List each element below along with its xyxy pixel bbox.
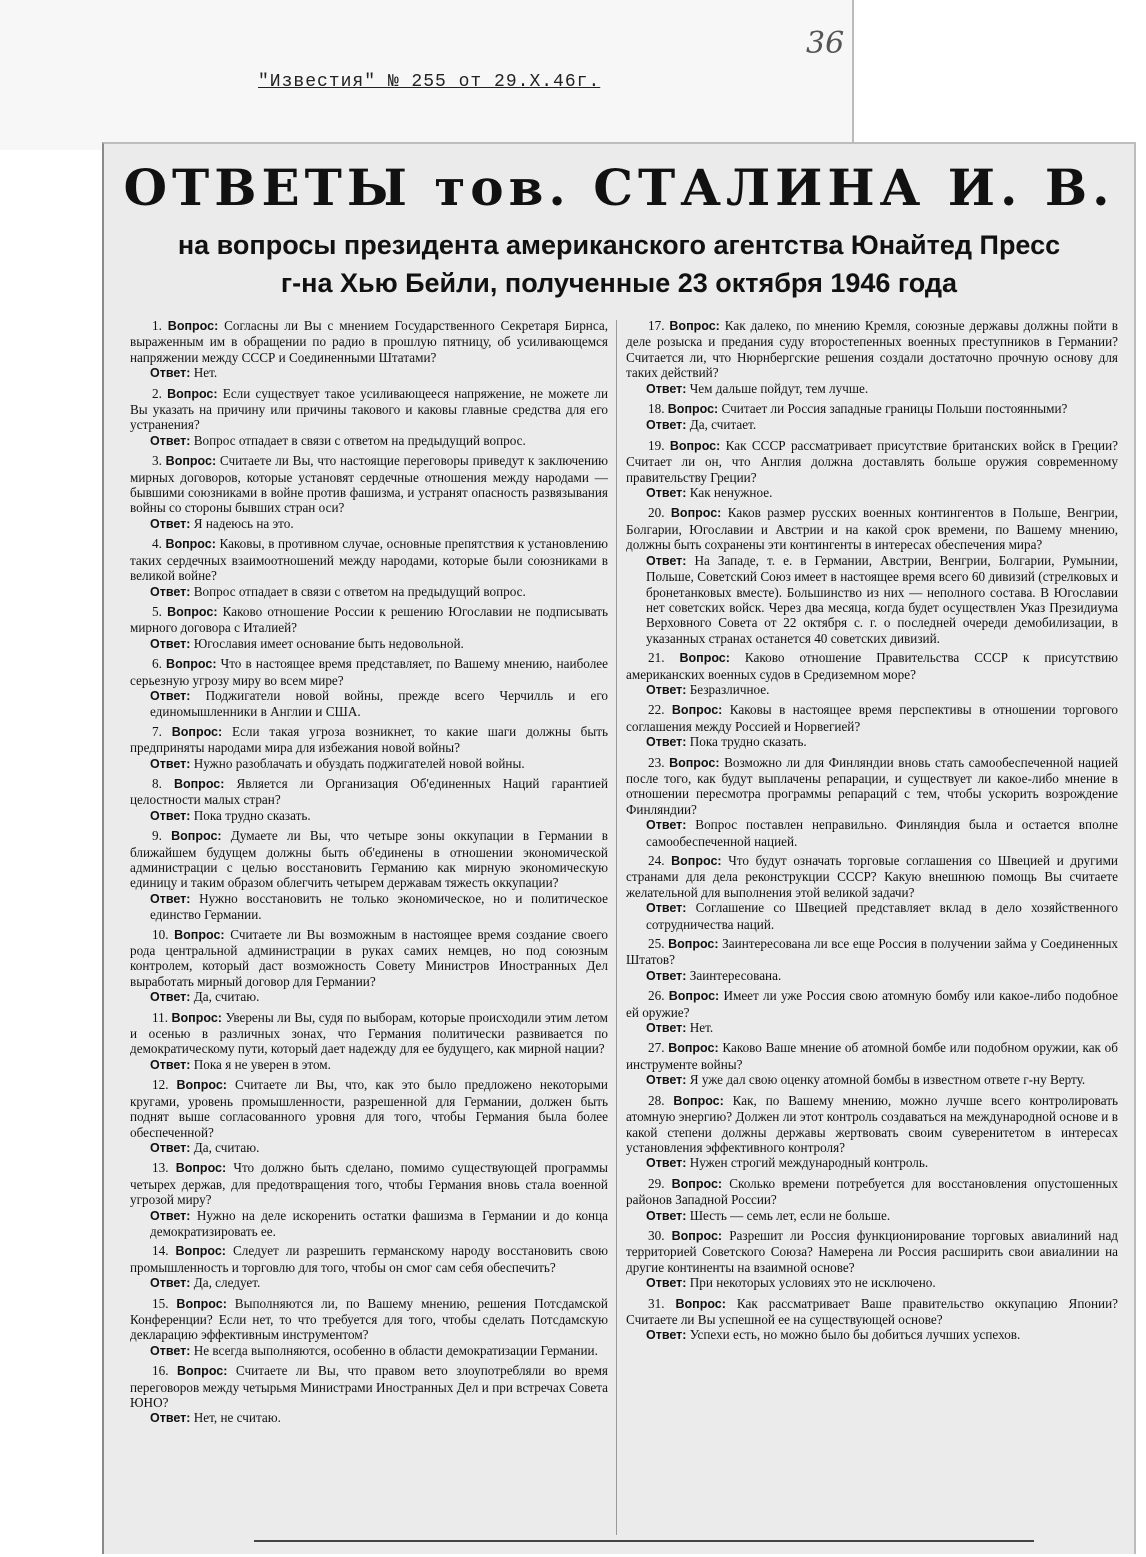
answer-label: Ответ: bbox=[150, 756, 191, 771]
answer bbox=[150, 636, 608, 652]
answer-label: Ответ: bbox=[646, 901, 687, 916]
question-label: Вопрос: bbox=[176, 1364, 228, 1379]
answer-text: Да, считаю. bbox=[193, 1139, 260, 1155]
question-number: 15. bbox=[152, 1295, 169, 1311]
answer-label: Ответ: bbox=[646, 968, 687, 983]
question bbox=[130, 1160, 608, 1207]
question bbox=[130, 724, 608, 756]
question-label: Вопрос: bbox=[669, 319, 720, 333]
question-number: 5. bbox=[152, 603, 162, 619]
answer bbox=[150, 1208, 608, 1240]
question-number: 16. bbox=[152, 1363, 169, 1379]
subheadline-line-1: на вопросы президента американского агентства Юнайтед Пресс bbox=[177, 230, 1061, 260]
question-number: 18. bbox=[648, 401, 665, 417]
question-text: Сколько времени потребуется для восстановления опустошенных районов Западной России? bbox=[626, 1175, 1118, 1208]
question-label: Вопрос: bbox=[679, 651, 730, 666]
answer-label: Ответ: bbox=[150, 1140, 191, 1155]
question bbox=[130, 536, 608, 583]
answer bbox=[150, 1140, 608, 1156]
question bbox=[130, 1296, 608, 1343]
article-column-left bbox=[130, 318, 608, 1431]
qa-item bbox=[130, 1077, 608, 1156]
question-label: Вопрос: bbox=[671, 1176, 723, 1191]
question-text: Считаете ли Вы, что правом вето злоупотребляли во время переговоров между четырьмя Министрами Иностранных Дел и при встречах Совета ЮНО? bbox=[130, 1363, 608, 1410]
question-label: Вопрос: bbox=[671, 854, 722, 868]
qa-item bbox=[626, 650, 1118, 698]
qa-item bbox=[626, 401, 1118, 434]
question-number: 28. bbox=[648, 1092, 665, 1108]
answer bbox=[150, 1057, 608, 1073]
question-number: 24. bbox=[648, 853, 665, 868]
answer-label: Ответ: bbox=[150, 636, 191, 651]
question-text: Как, по Вашему мнению, можно лучше всего контролировать атомную энергию? Должен ли этот контроль создаваться на международной основе и в какой степени должны державы жертвовать своим суверенитетом в интересах установления эффективного контроля? bbox=[626, 1092, 1119, 1155]
question bbox=[626, 650, 1118, 682]
question-label: Вопрос: bbox=[171, 1010, 222, 1025]
answer-text: Заинтересована. bbox=[689, 967, 782, 983]
question bbox=[130, 1243, 608, 1275]
page-number: 36 bbox=[806, 26, 845, 61]
question-text: Считаете ли Вы возможным в настоящее время создание своего рода центральной администрации в руках самих немцев, но под союзным контролем, который даст возможность Совету Министров Иностранных Дел выработать мирный договор для Германии? bbox=[130, 926, 609, 989]
question bbox=[130, 828, 608, 891]
question bbox=[626, 1176, 1118, 1208]
question-text: Как далеко, по мнению Кремля, союзные державы должны пойти в деле розыска и предания суду второстепенных военных преступников в Германии? Считается ли, что Нюрнбергские решения создали достаточно прочную основу для таких действий? bbox=[626, 318, 1119, 381]
question-text: Как СССР рассматривает присутствие британских войск в Греции? Считает ли он, что Англия должна доставлять больше оружия современному правительству Греции? bbox=[626, 437, 1119, 485]
answer-label: Ответ: bbox=[150, 584, 191, 599]
question-text: Возможно ли для Финляндии вновь стать самообеспеченной нацией после того, как будут выплачены репарации, и существует ли какое-либо мнение в отношении пересмотра программы репараций с тем, чтобы ускорить возрождение Финляндии? bbox=[626, 754, 1118, 817]
answer-text: Нет. bbox=[193, 365, 218, 381]
question-label: Вопрос: bbox=[675, 1296, 726, 1311]
answer-text: Поджигатели новой войны, прежде всего Черчилль и его единомышленники в Англии и США. bbox=[150, 687, 608, 720]
answer-label: Ответ: bbox=[646, 682, 687, 697]
headline: ОТВЕТЫ тов. СТАЛИНА И. В. bbox=[123, 158, 1115, 217]
answer-text: Нужен строгий международный контроль. bbox=[689, 1155, 929, 1171]
question-label: Вопрос: bbox=[167, 604, 218, 619]
question-label: Вопрос: bbox=[669, 438, 721, 453]
answer-label: Ответ: bbox=[646, 1276, 687, 1291]
answer-text: Пока трудно сказать. bbox=[193, 807, 311, 823]
answer bbox=[646, 682, 1118, 698]
answer-label: Ответ: bbox=[150, 1343, 191, 1358]
answer-label: Ответ: bbox=[150, 688, 191, 703]
qa-item bbox=[130, 724, 608, 772]
answer-text: Вопрос поставлен неправильно. Финляндия была и остается вполне самообеспеченной нацией. bbox=[646, 817, 1119, 849]
answer-text: Нет. bbox=[689, 1020, 714, 1036]
answer-text: На Западе, т. е. в Германии, Австрии, Венгрии, Болгарии, Румынии, Польше, Советский Союз имеет в настоящее время всего 60 дивизий (стрелковых и бронетанковых вместе). Большинство из них — неполного состава. В Югославии нет советских войск. Через два месяца, когда будет осуществлен Указ Президиума Верховного Совета от 22 октября с. г. о последней очереди демобилизации, в указанных странах останется 40 советских дивизий. bbox=[646, 552, 1119, 646]
question-text: Как рассматривает Ваше правительство оккупацию Японии? Считаете ли Вы успешной ее на существующей основе? bbox=[626, 1295, 1118, 1327]
question-text: Считаете ли Вы, что настоящие переговоры приведут к заключению мирных договоров, которые установят сердечные отношения между народами — бывшими союзниками в войне против фашизма, и устранят опасность развязывания войны со стороны бывших стран оси? bbox=[130, 453, 608, 516]
question-text: Если такая угроза возникнет, то какие шаги должны быть предприняты народами мира для избежания новой войны? bbox=[130, 723, 609, 756]
answer bbox=[646, 485, 1118, 501]
question-number: 8. bbox=[152, 775, 162, 791]
answer-text: При некоторых условиях это не исключено. bbox=[689, 1275, 936, 1291]
answer bbox=[150, 989, 608, 1005]
qa-item bbox=[130, 1363, 608, 1427]
answer bbox=[646, 900, 1118, 932]
question-label: Вопрос: bbox=[669, 755, 720, 770]
question-text: Выполняются ли, по Вашему мнению, решения Потсдамской Конференции? Если нет, то что требуется для того, чтобы сделать Потсдамскую декларацию эффективным инструментом? bbox=[130, 1295, 608, 1343]
question-text: Заинтересована ли все еще Россия в получении займа у Соединенных Штатов? bbox=[626, 936, 1119, 968]
answer-text: Да, считаю. bbox=[193, 989, 260, 1005]
question-number: 13. bbox=[152, 1160, 169, 1176]
question-label: Вопрос: bbox=[165, 537, 216, 552]
question-text: Имеет ли уже Россия свою атомную бомбу или какое-либо подобное ей оружие? bbox=[626, 988, 1119, 1020]
qa-item bbox=[130, 453, 608, 532]
question bbox=[626, 505, 1118, 552]
answer bbox=[646, 1327, 1118, 1343]
qa-item bbox=[626, 936, 1118, 984]
question-label: Вопрос: bbox=[667, 402, 719, 417]
question-label: Вопрос: bbox=[668, 937, 719, 952]
answer-label: Ответ: bbox=[150, 1276, 191, 1291]
answer-text: Пока я не уверен в этом. bbox=[193, 1056, 331, 1072]
qa-item bbox=[130, 1010, 608, 1074]
qa-item bbox=[130, 776, 608, 824]
answer-text: Нужно разоблачать и обуздать поджигателей новой войны. bbox=[193, 755, 525, 771]
answer-label: Ответ: bbox=[646, 1328, 687, 1343]
answer-label: Ответ: bbox=[150, 366, 191, 381]
question-text: Считает ли Россия западные границы Польши постоянными? bbox=[721, 401, 1068, 417]
qa-item bbox=[626, 318, 1118, 397]
qa-item bbox=[130, 318, 608, 382]
question-text: Что в настоящее время представляет, по Вашему мнению, наиболее серьезную угрозу миру во всем мире? bbox=[130, 656, 608, 688]
question-text: Если существует такое усиливающееся напряжение, не можете ли Вы указать на причину или причины такового и каковы главные средства для его устранения? bbox=[130, 385, 609, 433]
question-number: 12. bbox=[152, 1077, 169, 1093]
answer bbox=[150, 1275, 608, 1291]
qa-item bbox=[626, 1296, 1118, 1344]
answer bbox=[150, 756, 608, 772]
answer-text: Шесть — семь лет, если не больше. bbox=[689, 1207, 891, 1223]
answer-label: Ответ: bbox=[646, 486, 687, 501]
question-number: 17. bbox=[648, 318, 665, 333]
question-text: Разрешит ли Россия функционирование торговых авиалиний над территорией Советского Союза? Намерена ли Россия расширить свои авиалинии на другие континенты на взаимной основе? bbox=[626, 1227, 1119, 1275]
question-number: 4. bbox=[152, 536, 162, 552]
sheet-edge bbox=[852, 0, 854, 150]
question bbox=[626, 988, 1118, 1020]
question-label: Вопрос: bbox=[165, 454, 217, 469]
qa-item bbox=[130, 927, 608, 1006]
answer-label: Ответ: bbox=[646, 418, 687, 433]
answer-label: Ответ: bbox=[150, 990, 191, 1005]
source-reference: "Известия" № 255 от 29.X.46г. bbox=[258, 72, 601, 92]
answer-text: Чем дальше пойдут, тем лучше. bbox=[689, 380, 869, 396]
question bbox=[130, 776, 608, 808]
question-number: 27. bbox=[648, 1040, 665, 1056]
answer-text: Как ненужное. bbox=[689, 485, 773, 501]
answer bbox=[150, 688, 608, 720]
question bbox=[130, 604, 608, 636]
question-label: Вопрос: bbox=[171, 829, 222, 844]
answer-label: Ответ: bbox=[646, 735, 687, 750]
column-divider bbox=[616, 320, 617, 1535]
question bbox=[130, 318, 608, 365]
answer-text: Да, считает. bbox=[689, 417, 757, 433]
question bbox=[626, 853, 1118, 900]
answer bbox=[150, 516, 608, 532]
question bbox=[626, 401, 1118, 417]
qa-item bbox=[626, 1176, 1118, 1224]
question-text: Думаете ли Вы, что четыре зоны оккупации в Германии в ближайшем будущем должны быть об'единены в отношении экономической администрации с целью восстановить Германию как мирную экономическую единицу и таким образом облегчить четырем державам тяжесть оккупации? bbox=[130, 828, 608, 891]
answer bbox=[150, 808, 608, 824]
answer-text: Вопрос отпадает в связи с ответом на предыдущий вопрос. bbox=[193, 583, 526, 599]
question-text: Согласны ли Вы с мнением Государственного Секретаря Бирнса, выраженным им в обращении по радио в прошлую пятницу, об усиливающемся напряжении между СССР и Соединенными Штатами? bbox=[130, 318, 609, 365]
qa-item bbox=[130, 828, 608, 922]
question-number: 6. bbox=[152, 656, 162, 672]
answer bbox=[646, 417, 1118, 433]
answer-label: Ответ: bbox=[646, 1073, 687, 1088]
answer bbox=[150, 584, 608, 600]
question-number: 7. bbox=[152, 723, 162, 739]
qa-item bbox=[626, 755, 1118, 849]
question bbox=[130, 386, 608, 433]
answer-text: Югославия имеет основание быть недовольной. bbox=[193, 635, 464, 651]
question-number: 30. bbox=[648, 1227, 665, 1243]
answer bbox=[150, 433, 608, 449]
question-number: 21. bbox=[648, 650, 665, 666]
answer bbox=[646, 1155, 1118, 1171]
question-number: 19. bbox=[648, 437, 665, 453]
answer bbox=[646, 553, 1118, 646]
question-text: Каково отношение России к решению Югославии не подписывать мирного договора с Италией? bbox=[130, 603, 609, 636]
question-number: 20. bbox=[648, 505, 665, 521]
question-label: Вопрос: bbox=[175, 1161, 227, 1176]
answer-text: Не всегда выполняются, особенно в области демократизации Германии. bbox=[193, 1342, 598, 1358]
question-number: 14. bbox=[152, 1243, 169, 1259]
question-text: Что будут означать торговые соглашения со Швецией и другими странами для дела реконструкции СССР? Какую внешнюю помощь Вы считаете желательной для выполнения этой великой задачи? bbox=[626, 853, 1118, 900]
question-text: Каково Ваше мнение об атомной бомбе или подобном оружии, как об инструменте войны? bbox=[626, 1040, 1118, 1072]
answer-label: Ответ: bbox=[150, 1057, 191, 1072]
question bbox=[626, 1296, 1118, 1328]
question-number: 9. bbox=[152, 828, 162, 844]
question-label: Вопрос: bbox=[670, 506, 722, 521]
answer bbox=[646, 381, 1118, 397]
answer-text: Успехи есть, но можно было бы добиться лучших успехов. bbox=[689, 1327, 1021, 1343]
question-label: Вопрос: bbox=[671, 1228, 723, 1243]
qa-item bbox=[130, 386, 608, 450]
question-label: Вопрос: bbox=[673, 1093, 724, 1108]
qa-item bbox=[130, 604, 608, 652]
answer-label: Ответ: bbox=[150, 1411, 191, 1426]
qa-item bbox=[130, 656, 608, 720]
qa-item bbox=[130, 1160, 608, 1239]
question-number: 10. bbox=[152, 926, 169, 942]
qa-item bbox=[130, 1296, 608, 1360]
question bbox=[130, 656, 608, 688]
question bbox=[626, 1040, 1118, 1072]
answer-label: Ответ: bbox=[150, 433, 191, 448]
question-number: 31. bbox=[648, 1295, 665, 1311]
question-number: 29. bbox=[648, 1175, 665, 1191]
question bbox=[626, 702, 1118, 734]
question-text: Является ли Организация Об'единенных Наций гарантией целостности малых стран? bbox=[130, 775, 609, 808]
qa-item bbox=[626, 1040, 1118, 1088]
answer-text: Пока трудно сказать. bbox=[689, 734, 807, 750]
answer-text: Нужно восстановить не только экономическое, но и политическое единство Германии. bbox=[150, 890, 608, 923]
answer-label: Ответ: bbox=[150, 808, 191, 823]
answer-text: Нет, не считаю. bbox=[193, 1410, 281, 1426]
qa-item bbox=[130, 536, 608, 600]
answer bbox=[646, 1275, 1118, 1291]
question bbox=[130, 927, 608, 990]
question bbox=[626, 936, 1118, 968]
question-label: Вопрос: bbox=[671, 703, 723, 718]
question-number: 26. bbox=[648, 988, 665, 1004]
question-label: Вопрос: bbox=[167, 386, 218, 401]
question bbox=[130, 1077, 608, 1140]
answer bbox=[150, 365, 608, 381]
question-number: 25. bbox=[648, 936, 665, 952]
answer bbox=[646, 1208, 1118, 1224]
question-label: Вопрос: bbox=[176, 1296, 227, 1311]
question bbox=[626, 1228, 1118, 1275]
answer-text: Соглашение со Швецией представляет вклад в дело хозяйственного сотрудничества наций. bbox=[646, 900, 1118, 932]
answer-label: Ответ: bbox=[150, 891, 191, 906]
answer bbox=[150, 1410, 608, 1426]
question-label: Вопрос: bbox=[166, 657, 217, 672]
question-label: Вопрос: bbox=[176, 1078, 227, 1093]
answer bbox=[646, 968, 1118, 984]
question bbox=[626, 438, 1118, 485]
question-label: Вопрос: bbox=[175, 1244, 226, 1259]
question-number: 23. bbox=[648, 754, 665, 770]
answer bbox=[646, 1020, 1118, 1036]
question-label: Вопрос: bbox=[668, 1041, 719, 1056]
qa-item bbox=[626, 1228, 1118, 1292]
qa-item bbox=[626, 988, 1118, 1036]
answer-text: Вопрос отпадает в связи с ответом на предыдущий вопрос. bbox=[193, 432, 526, 448]
question bbox=[626, 1093, 1118, 1156]
question-text: Каковы в настоящее время перспективы в отношении торгового соглашения между Россией и Норвегией? bbox=[626, 702, 1119, 734]
answer-label: Ответ: bbox=[646, 818, 687, 833]
question-label: Вопрос: bbox=[668, 989, 720, 1004]
answer-label: Ответ: bbox=[646, 553, 687, 568]
question-number: 11. bbox=[152, 1009, 168, 1025]
bottom-rule bbox=[254, 1540, 1034, 1542]
qa-item bbox=[130, 1243, 608, 1291]
answer bbox=[646, 734, 1118, 750]
qa-item bbox=[626, 505, 1118, 646]
answer-text: Я надеюсь на это. bbox=[193, 515, 294, 531]
answer bbox=[646, 1072, 1118, 1088]
question-text: Каковы, в противном случае, основные препятствия к установлению таких сердечных взаимоотношений между народами, которые были союзниками в великой войне? bbox=[130, 536, 608, 584]
answer-text: Я уже дал свою оценку атомной бомбы в известном ответе г-ну Верту. bbox=[689, 1072, 1086, 1088]
question-text: Считаете ли Вы, что, как это было предложено некоторыми кругами, уровень промышленности, разрешенной для Германии, должен быть поднят выше согласованного уровня для того, чтобы Германия была более обеспеченной? bbox=[130, 1077, 608, 1140]
question bbox=[130, 1363, 608, 1410]
question-label: Вопрос: bbox=[167, 319, 219, 333]
question-text: Уверены ли Вы, судя по выборам, которые происходили этим летом и осенью в различных зонах, что Германия политически развивается по демократическому пути, который дает надежду для ее будущего, как мирной нации? bbox=[130, 1009, 609, 1057]
answer-label: Ответ: bbox=[150, 516, 191, 531]
question-number: 1. bbox=[152, 318, 162, 333]
question bbox=[626, 755, 1118, 818]
question bbox=[626, 318, 1118, 381]
answer bbox=[150, 1343, 608, 1359]
question-label: Вопрос: bbox=[171, 724, 223, 739]
subheadline-line-2: г-на Хью Бейли, полученные 23 октября 1946 года bbox=[280, 268, 958, 298]
answer-text: Нужно на деле искоренить остатки фашизма в Германии и до конца демократизировать ее. bbox=[150, 1207, 609, 1239]
question-label: Вопрос: bbox=[173, 776, 225, 791]
answer bbox=[646, 817, 1118, 849]
question-number: 2. bbox=[152, 385, 162, 401]
question-number: 22. bbox=[648, 702, 665, 718]
qa-item bbox=[626, 702, 1118, 750]
answer-text: Да, следует. bbox=[193, 1275, 261, 1291]
qa-item bbox=[626, 853, 1118, 932]
question bbox=[130, 453, 608, 516]
question-text: Каково отношение Правительства СССР к присутствию американских военных судов в Средиземном море? bbox=[626, 650, 1119, 682]
question-number: 3. bbox=[152, 453, 162, 469]
question-text: Следует ли разрешить германскому народу восстановить свою промышленность и торговлю для того, чтобы он смог сам себя обеспечить? bbox=[130, 1243, 609, 1275]
question-text: Что должно быть сделано, помимо существующей программы четырех держав, для предотвращения того, чтобы Германия вновь стала военной угрозой миру? bbox=[130, 1160, 609, 1208]
qa-item bbox=[626, 438, 1118, 502]
question-label: Вопрос: bbox=[174, 927, 225, 942]
question bbox=[130, 1010, 608, 1057]
newspaper-clipping bbox=[102, 142, 1136, 1554]
answer-text: Безразличное. bbox=[689, 681, 770, 697]
article-column-right bbox=[626, 318, 1118, 1348]
answer-label: Ответ: bbox=[646, 1021, 687, 1036]
answer bbox=[150, 891, 608, 923]
answer-label: Ответ: bbox=[646, 381, 687, 396]
question-text: Каков размер русских военных контингентов в Польше, Венгрии, Болгарии, Югославии и Австрии и на какой срок времени, по Вашему мнению, должны быть сохранены эти контингенты в интересах обеспечения мира? bbox=[626, 505, 1119, 553]
answer-label: Ответ: bbox=[646, 1208, 687, 1223]
answer-label: Ответ: bbox=[646, 1156, 687, 1171]
answer-label: Ответ: bbox=[150, 1208, 191, 1223]
qa-item bbox=[626, 1093, 1118, 1172]
